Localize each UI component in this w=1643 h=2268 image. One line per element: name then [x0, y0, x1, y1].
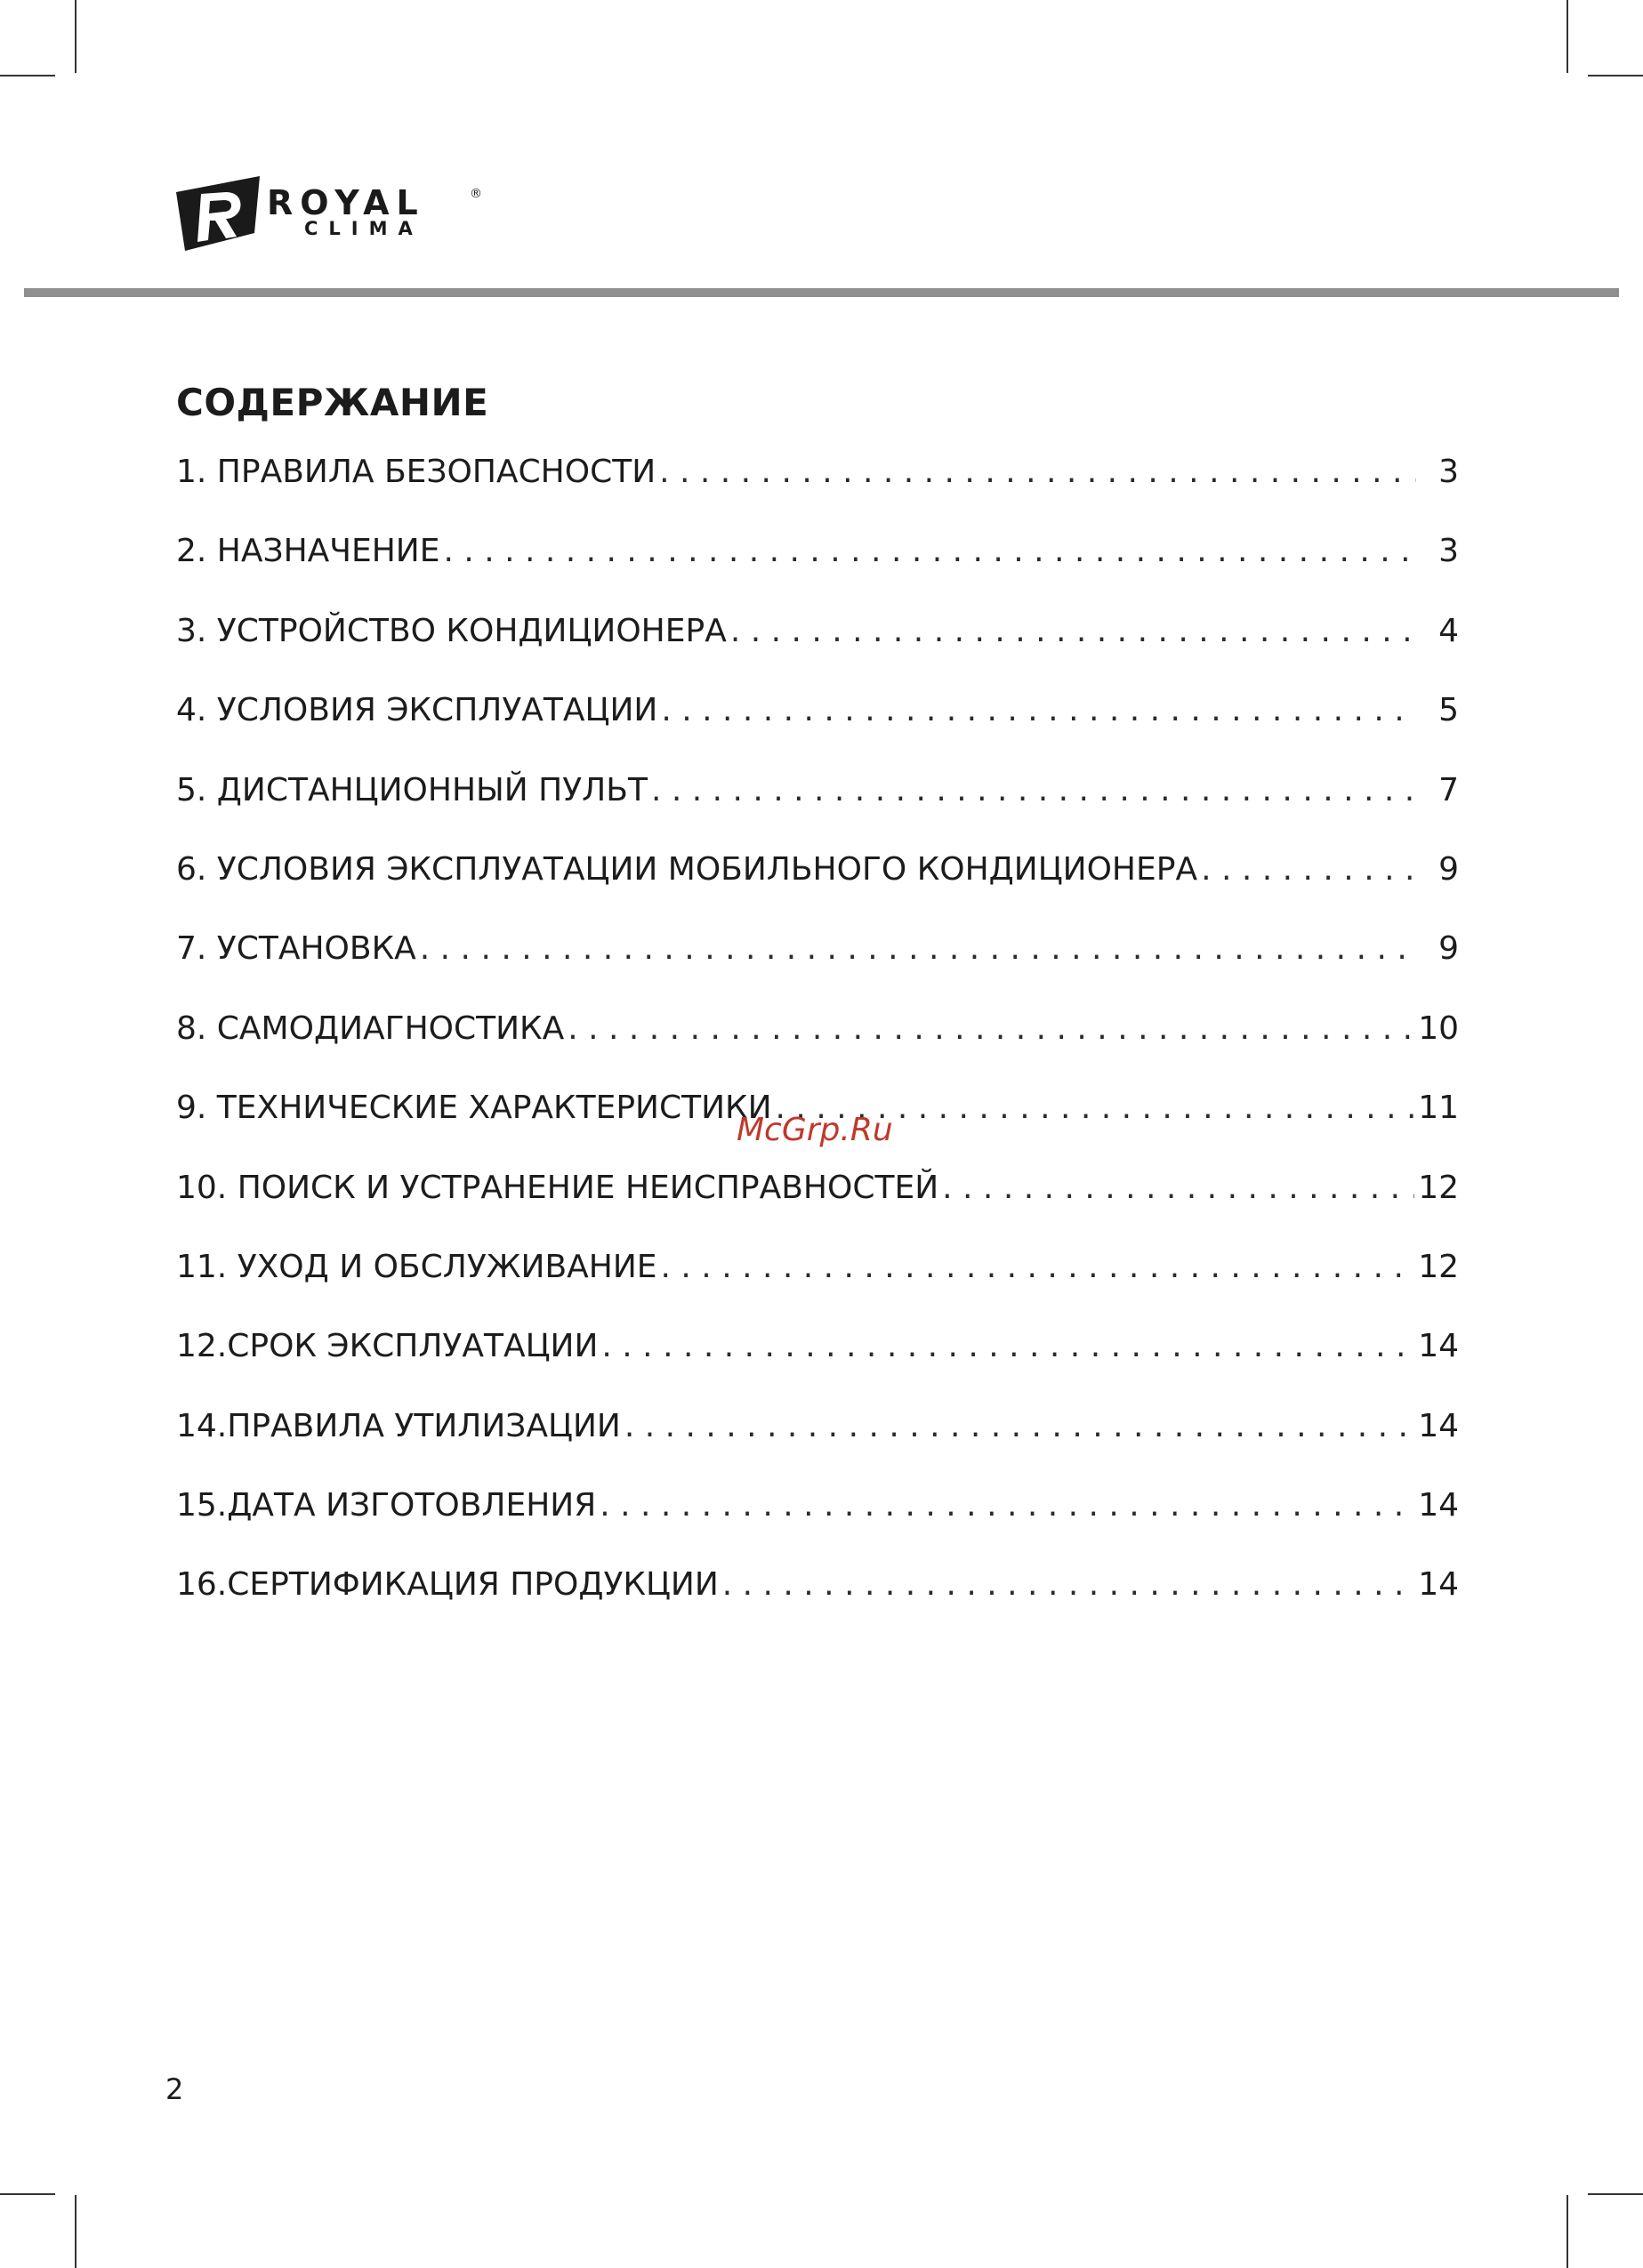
- toc-entry-page: 11: [1418, 1090, 1459, 1127]
- toc-entry-title: 12.СРОК ЭКСПЛУАТАЦИИ: [176, 1328, 599, 1365]
- toc-dot-leader: [722, 1562, 1414, 1608]
- toc-dot-leader: [420, 926, 1416, 972]
- toc-entry[interactable]: [176, 1562, 1459, 1641]
- toc-entry[interactable]: [176, 1244, 1459, 1323]
- toc-entry[interactable]: [176, 768, 1459, 847]
- toc-entry-title: 6. УСЛОВИЯ ЭКСПЛУАТАЦИИ МОБИЛЬНОГО КОНДИЦИОНЕРА: [176, 850, 1198, 888]
- toc-entry-title: 1. ПРАВИЛА БЕЗОПАСНОСТИ: [176, 454, 656, 490]
- toc-entry-title: 5. ДИСТАНЦИОННЫЙ ПУЛЬТ: [176, 771, 648, 808]
- brand-logo: [174, 174, 486, 254]
- toc-entry-title: 7. УСТАНОВКА: [176, 930, 416, 968]
- toc-dot-leader: [661, 1244, 1415, 1291]
- crop-mark: [0, 2193, 55, 2195]
- toc-dot-leader: [601, 1323, 1414, 1370]
- logo-emblem-icon: [174, 174, 263, 254]
- toc-entry-title: 10. ПОИСК И УСТРАНЕНИЕ НЕИСПРАВНОСТЕЙ: [176, 1169, 939, 1206]
- toc-entry[interactable]: [176, 1006, 1459, 1085]
- toc-entry[interactable]: [176, 1403, 1459, 1483]
- crop-mark: [75, 0, 77, 73]
- toc-dot-leader: [1201, 847, 1416, 893]
- toc-entry[interactable]: [176, 449, 1459, 528]
- table-of-contents: [176, 449, 1459, 1642]
- toc-entry[interactable]: [176, 528, 1459, 607]
- toc-entry-title: 3. УСТРОЙСТВО КОНДИЦИОНЕРА: [176, 612, 727, 649]
- logo-wordmark-royal: ROYAL: [267, 183, 425, 222]
- toc-entry-page: 3: [1438, 454, 1459, 490]
- header-rule: [24, 288, 1619, 297]
- toc-entry-title: 15.ДАТА ИЗГОТОВЛЕНИЯ: [176, 1487, 597, 1524]
- toc-entry-title: 2. НАЗНАЧЕНИЕ: [176, 533, 440, 570]
- crop-mark: [75, 2195, 77, 2268]
- logo-wordmark-clima: CLIMA: [304, 218, 423, 239]
- logo-registered-mark: ®: [470, 187, 482, 201]
- crop-mark: [1566, 0, 1568, 73]
- toc-entry[interactable]: [176, 608, 1459, 688]
- toc-entry-title: 8. САМОДИАГНОСТИКА: [176, 1009, 565, 1047]
- toc-entry-page: 5: [1438, 692, 1459, 729]
- page-number: 2: [165, 2072, 184, 2106]
- toc-entry-title: 9. ТЕХНИЧЕСКИЕ ХАРАКТЕРИСТИКИ: [176, 1090, 772, 1127]
- toc-entry-page: 12: [1418, 1248, 1459, 1285]
- toc-dot-leader: [651, 768, 1416, 814]
- toc-entry-page: 12: [1418, 1169, 1459, 1206]
- toc-entry[interactable]: [176, 1165, 1459, 1244]
- toc-entry-page: 14: [1418, 1407, 1459, 1444]
- toc-entry-page: 7: [1438, 771, 1459, 808]
- toc-entry-title: 11. УХОД И ОБСЛУЖИВАНИЕ: [176, 1248, 657, 1285]
- toc-dot-leader: [600, 1483, 1414, 1529]
- crop-mark: [1588, 75, 1643, 76]
- page-title: СОДЕРЖАНИЕ: [176, 381, 489, 424]
- toc-entry[interactable]: [176, 847, 1459, 926]
- toc-entry-page: 3: [1438, 533, 1459, 570]
- toc-entry-title: 4. УСЛОВИЯ ЭКСПЛУАТАЦИИ: [176, 692, 658, 729]
- toc-entry-page: 14: [1418, 1566, 1459, 1604]
- toc-dot-leader: [568, 1006, 1414, 1052]
- crop-mark: [1566, 2195, 1568, 2268]
- toc-dot-leader: [730, 608, 1416, 655]
- watermark-text: McGrp.Ru: [737, 1112, 893, 1148]
- toc-entry[interactable]: [176, 926, 1459, 1005]
- toc-entry[interactable]: [176, 1483, 1459, 1562]
- toc-entry-page: 14: [1418, 1328, 1459, 1365]
- toc-dot-leader: [661, 688, 1416, 734]
- toc-entry[interactable]: [176, 1323, 1459, 1403]
- toc-entry-title: 16.СЕРТИФИКАЦИЯ ПРОДУКЦИИ: [176, 1566, 719, 1604]
- toc-dot-leader: [443, 528, 1416, 575]
- toc-entry[interactable]: [176, 688, 1459, 767]
- toc-entry-page: 4: [1438, 612, 1459, 649]
- toc-entry-page: 9: [1438, 930, 1459, 968]
- toc-entry-page: 9: [1438, 850, 1459, 888]
- crop-mark: [0, 75, 55, 76]
- toc-entry-page: 14: [1418, 1487, 1459, 1524]
- toc-dot-leader: [624, 1403, 1414, 1450]
- toc-dot-leader: [659, 449, 1416, 495]
- toc-entry-page: 10: [1418, 1009, 1459, 1047]
- crop-mark: [1588, 2193, 1643, 2195]
- toc-dot-leader: [942, 1165, 1414, 1211]
- toc-entry-title: 14.ПРАВИЛА УТИЛИЗАЦИИ: [176, 1407, 621, 1444]
